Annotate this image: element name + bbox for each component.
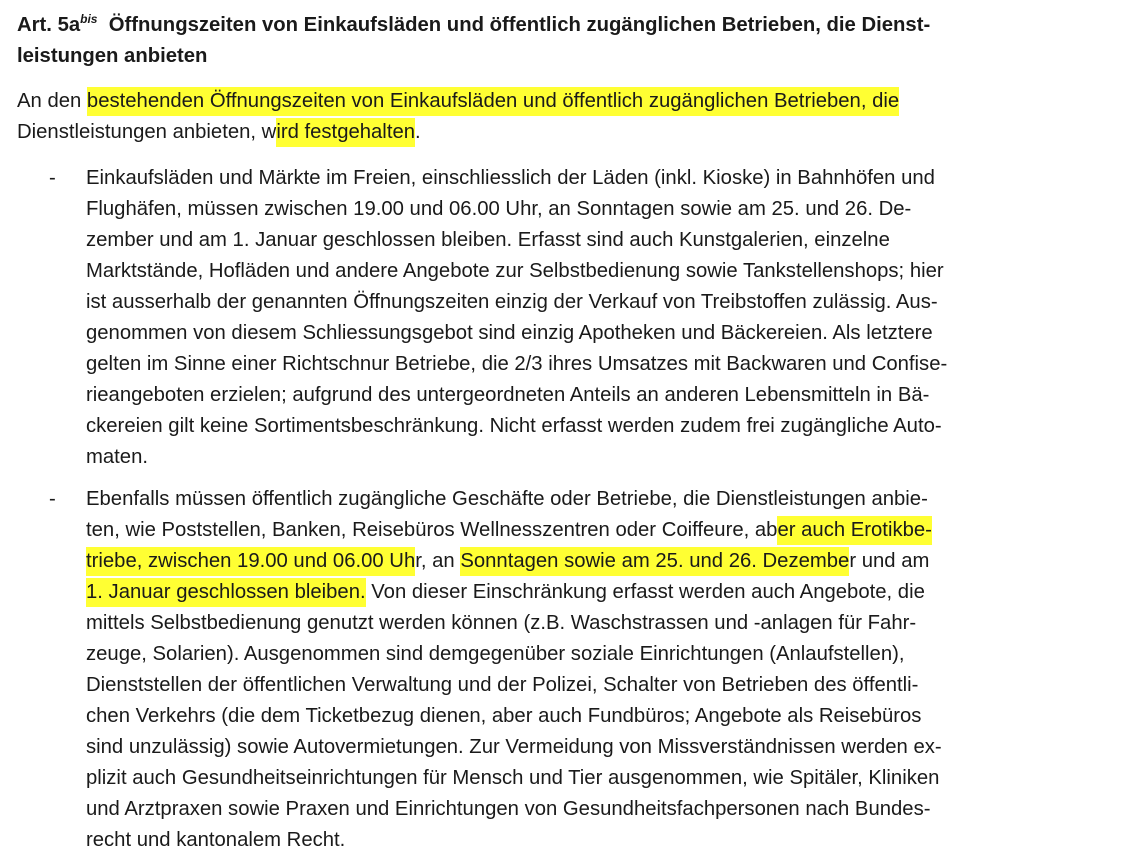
bullet-2-line <box>86 577 925 608</box>
bullet-2-line <box>86 515 932 546</box>
highlighted-text: bestehenden Öffnungszeiten von Einkaufsläden und öffentlich zugänglichen Betrieben, die <box>87 87 899 116</box>
bullet-1-line: Einkaufsläden und Märkte im Freien, einschliesslich der Läden (inkl. Kioske) in Bahnhöfen und <box>86 167 935 189</box>
bullet-2-line: mittels Selbstbedienung genutzt werden können (z.B. Waschstrassen und -anlagen für Fahr- <box>86 612 917 634</box>
article-heading <box>17 10 1127 72</box>
heading-line-2: leistungen anbieten <box>17 45 208 67</box>
bullet-2-line <box>86 546 929 577</box>
bullet-2-text: Von dieser Einschränkung erfasst werden auch Angebote, die <box>365 581 925 603</box>
bullet-2-line: plizit auch Gesundheitseinrichtungen für Mensch und Tier ausgenommen, wie Spitäler, Kliniken <box>86 767 940 789</box>
intro-text: . <box>415 121 421 144</box>
bullet-1-line: Marktstände, Hofläden und andere Angebote zur Selbstbedienung sowie Tankstellenshops; hier <box>86 260 944 282</box>
bullet-1-line: gelten im Sinne einer Richtschnur Betriebe, die 2/3 ihres Umsatzes mit Backwaren und Confise- <box>86 353 948 375</box>
highlighted-text: Sonntagen sowie am 25. und 26. Dezembe <box>460 547 849 576</box>
bullet-1-line: maten. <box>86 446 149 468</box>
heading-line-1 <box>17 10 1127 41</box>
bullet-2-line: Dienststellen der öffentlichen Verwaltung und der Polizei, Schalter von Betrieben des öffentli- <box>86 674 919 696</box>
highlighted-text: triebe, zwischen 19.00 und 06.00 Uh <box>86 547 415 576</box>
bullet-2-line: recht und kantonalem Recht. <box>86 829 346 851</box>
bullet-2-text: r und am <box>849 550 930 572</box>
bullet-2-text: r, an <box>415 550 461 572</box>
bullet-dash: - <box>49 488 56 510</box>
bullet-1-line: Flughäfen, müssen zwischen 19.00 und 06.00 Uhr, an Sonntagen sowie am 25. und 26. De- <box>86 198 912 220</box>
bullet-1-line: genommen von diesem Schliessungsgebot sind einzig Apotheken und Bäckereien. Als letztere <box>86 322 933 344</box>
intro-line-2 <box>17 117 1127 148</box>
highlighted-text: er auch Erotikbe- <box>777 516 931 545</box>
highlighted-text: 1. Januar geschlossen bleiben. <box>86 578 366 607</box>
bullet-1-line: rieangeboten erzielen; aufgrund des untergeordneten Anteils an anderen Lebensmitteln in Bä- <box>86 384 930 406</box>
bullet-2-line: und Arztpraxen sowie Praxen und Einrichtungen von Gesundheitsfachpersonen nach Bundes- <box>86 798 931 820</box>
bullet-2-line: chen Verkehrs (die dem Ticketbezug dienen, aber auch Fundbüros; Angebote als Reisebüros <box>86 705 922 727</box>
bullet-dash: - <box>49 167 56 189</box>
bullet-2-line: Ebenfalls müssen öffentlich zugängliche Geschäfte oder Betriebe, die Dienstleistungen anbie- <box>86 488 928 510</box>
highlighted-text: ird festgehalten <box>276 118 415 147</box>
intro-text: Dienstleistungen anbieten, w <box>17 121 277 144</box>
intro-paragraph <box>17 86 1127 149</box>
bullet-2-text: ten, wie Poststellen, Banken, Reisebüros Wellnesszentren oder Coiffeure, ab <box>86 519 778 541</box>
bullet-1-line: zember und am 1. Januar geschlossen bleiben. Erfasst sind auch Kunstgalerien, einzelne <box>86 229 890 251</box>
intro-text: An den <box>17 90 87 112</box>
article-superscript: bis <box>80 12 98 26</box>
bullet-2-line: sind unzulässig) sowie Autovermietungen. Zur Vermeidung von Missverständnissen werden ex- <box>86 736 942 758</box>
bullet-2-line: zeuge, Solarien). Ausgenommen sind demgegenüber soziale Einrichtungen (Anlaufstellen), <box>86 643 905 665</box>
intro-line-1 <box>17 86 1127 117</box>
bullet-1-line: ckereien gilt keine Sortimentsbeschränkung. Nicht erfasst werden zudem frei zugängliche Auto- <box>86 415 942 437</box>
heading-title-part-1: Öffnungszeiten von Einkaufsläden und öffentlich zugänglichen Betrieben, die Dienst- <box>108 14 931 36</box>
article-number: Art. 5a <box>17 14 81 36</box>
bullet-1-line: ist ausserhalb der genannten Öffnungszeiten einzig der Verkauf von Treibstoffen zulässig. Aus- <box>86 291 938 313</box>
